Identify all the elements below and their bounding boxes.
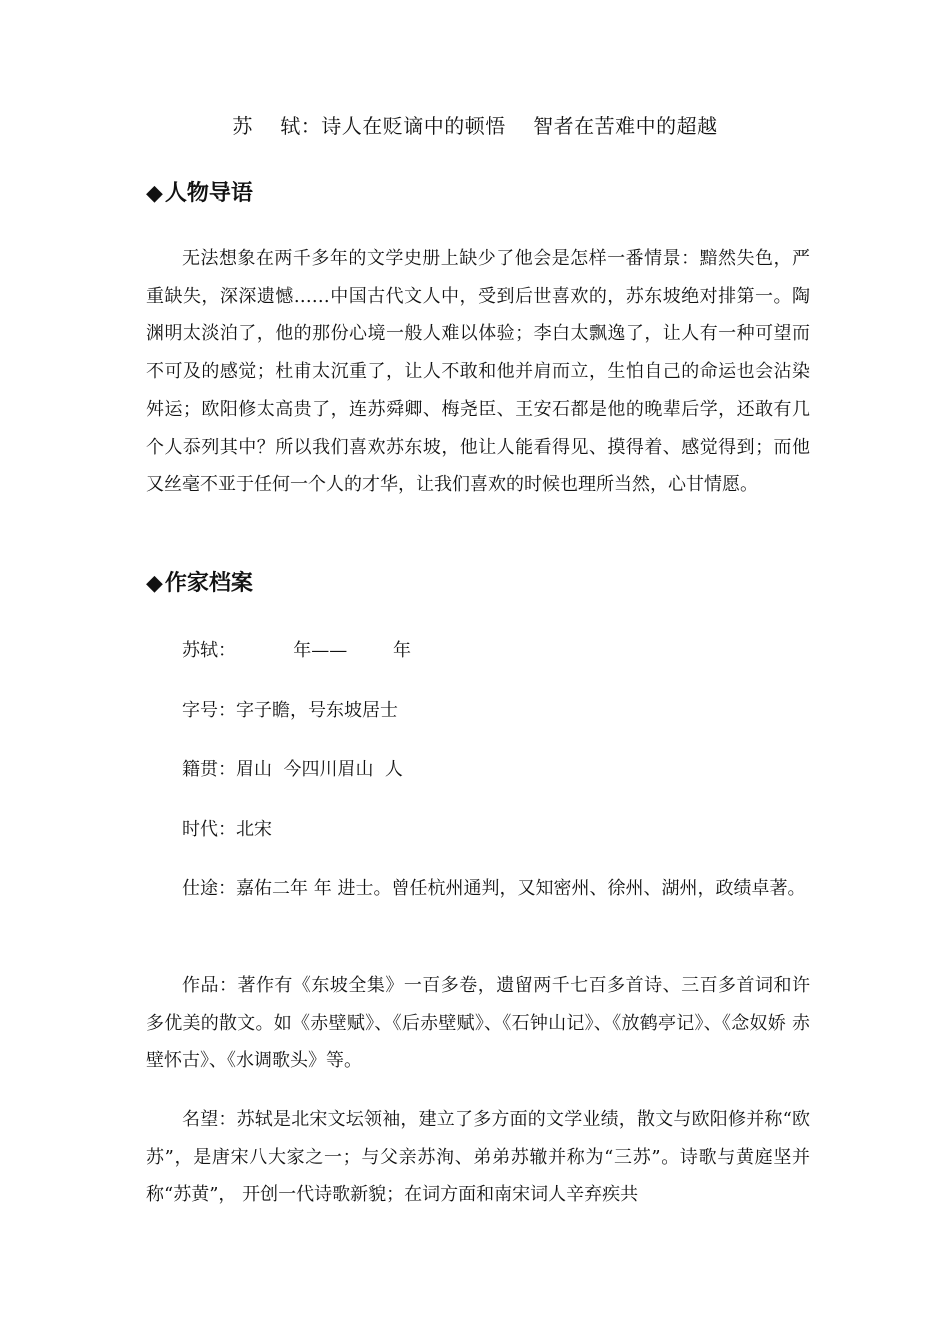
section-heading-profile <box>146 566 253 597</box>
profile-dates: 苏轼： 年—— 年 <box>182 640 411 661</box>
intro-paragraph: 无法想象在两千多年的文学史册上缺少了他会是怎样一番情景：黯然失色，严重缺失，深深遗憾……中国古代文人中，受到后世喜欢的，苏东坡绝对排第一。陶渊明太淡泊了，他的那份心境一般人难以体验；李白太飘逸了，让人有一种可望而不可及的感觉；杜甫太沉重了，让人不敢和他并肩而立，生怕自己的命运也会沾染舛运；欧阳修太高贵了，连苏舜卿、梅尧臣、王安石都是他的晚辈后学，还敢有几个人忝列其中？所以我们喜欢苏东坡，他让人能看得见、摸得着、感觉得到；而他又丝毫不亚于任何一个人的才华，让我们喜欢的时候也理所当然，心甘情愿。 <box>146 248 810 496</box>
document-title: 苏 轼：诗人在贬谪中的顿悟 智者在苦难中的超越 <box>232 114 718 138</box>
diamond-bullet-icon: ◆ <box>146 571 163 596</box>
section-heading-intro <box>146 176 253 207</box>
profile-native-place: 籍贯：眉山 今四川眉山 人 <box>182 759 403 780</box>
section-heading-profile-label: 作家档案 <box>164 571 253 596</box>
profile-career: 仕途：嘉佑二年 年 进士。曾任杭州通判，又知密州、徐州、湖州，政绩卓著。 <box>182 878 806 899</box>
diamond-bullet-icon: ◆ <box>146 181 163 206</box>
profile-style-name: 字号：字子瞻，号东坡居士 <box>182 700 398 721</box>
profile-era: 时代：北宋 <box>182 819 272 840</box>
profile-works: 作品：著作有《东坡全集》一百多卷，遗留两千七百多首诗、三百多首词和许多优美的散文。如《赤壁赋》、《后赤壁赋》、《石钟山记》、《放鹤亭记》、《念奴娇 赤壁怀古》、《水调歌头》等。 <box>146 975 810 1072</box>
section-heading-intro-label: 人物导语 <box>164 181 253 206</box>
profile-reputation: 名望：苏轼是北宋文坛领袖，建立了多方面的文学业绩，散文与欧阳修并称“欧苏”，是唐宋八大家之一；与父亲苏洵、弟弟苏辙并称为“三苏”。诗歌与黄庭坚并称“苏黄”， 开创一代诗歌新貌；在词方面和南宋词人辛弃疾共 <box>146 1109 810 1206</box>
